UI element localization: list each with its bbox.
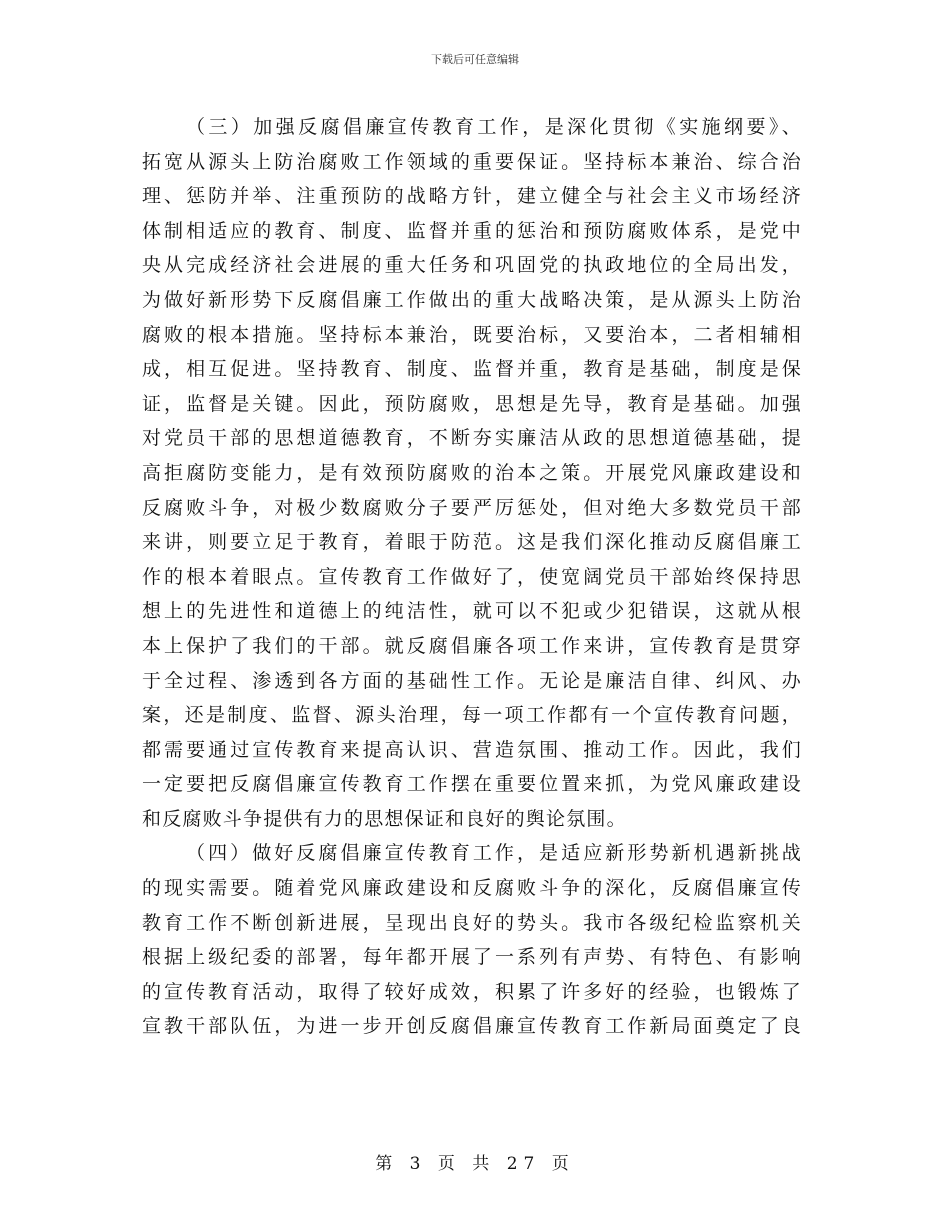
text-line: 腐败的根本措施。坚持标本兼治，既要治标，又要治本，二者相辅相 (142, 323, 802, 346)
text-line: 一定要把反腐倡廉宣传教育工作摆在重要位置来抓，为党风廉政建设 (142, 773, 802, 796)
text-line: （四）做好反腐倡廉宣传教育工作，是适应新形势新机遇新挑战 (186, 842, 802, 865)
text-line: 本上保护了我们的干部。就反腐倡廉各项工作来讲，宣传教育是贯穿 (142, 634, 802, 657)
text-line: 根据上级纪委的部署，每年都开展了一系列有声势、有特色、有影响 (142, 946, 802, 969)
text-line: 的宣传教育活动，取得了较好成效，积累了许多好的经验，也锻炼了 (142, 980, 802, 1003)
text-line: 教育工作不断创新进展，呈现出良好的势头。我市各级纪检监察机关 (142, 911, 802, 934)
text-line: 体制相适应的教育、制度、监督并重的惩治和预防腐败体系，是党中 (142, 219, 802, 242)
paragraph (142, 836, 802, 1044)
text-line: 和反腐败斗争提供有力的思想保证和良好的舆论氛围。 (142, 807, 627, 830)
text-line: 作的根本着眼点。宣传教育工作做好了，使宽阔党员干部始终保持思 (142, 565, 802, 588)
text-line: 于全过程、渗透到各方面的基础性工作。无论是廉洁自律、纠风、办 (142, 669, 802, 692)
text-line: 理、惩防并举、注重预防的战略方针，建立健全与社会主义市场经济 (142, 185, 802, 208)
text-line: 高拒腐防变能力，是有效预防腐败的治本之策。开展党风廉政建设和 (142, 461, 802, 484)
text-line: （三）加强反腐倡廉宣传教育工作，是深化贯彻《实施纲要》、 (186, 116, 802, 138)
text-line: 反腐败斗争，对极少数腐败分子要严厉惩处，但对绝大多数党员干部 (142, 496, 802, 519)
text-line: 成，相互促进。坚持教育、制度、监督并重，教育是基础，制度是保 (142, 358, 802, 381)
text-line: 来讲，则要立足于教育，着眼于防范。这是我们深化推动反腐倡廉工 (142, 531, 802, 554)
page-header: 下载后可任意编辑 (431, 53, 519, 66)
text-line: 拓宽从源头上防治腐败工作领域的重要保证。坚持标本兼治、综合治 (142, 150, 802, 173)
text-line: 证，监督是关键。因此，预防腐败，思想是先导，教育是基础。加强 (142, 392, 802, 415)
page-number: 第 3 页 共 27 页 (375, 1154, 575, 1174)
text-line: 案，还是制度、监督、源头治理，每一项工作都有一个宣传教育问题， (142, 704, 802, 727)
document-body (142, 110, 802, 1044)
text-line: 对党员干部的思想道德教育，不断夯实廉洁从政的思想道德基础，提 (142, 427, 802, 450)
text-line: 宣教干部队伍，为进一步开创反腐倡廉宣传教育工作新局面奠定了良 (142, 1015, 802, 1038)
text-line: 央从完成经济社会进展的重大任务和巩固党的执政地位的全局出发， (142, 254, 802, 277)
paragraph (142, 110, 802, 836)
text-line: 的现实需要。随着党风廉政建设和反腐败斗争的深化，反腐倡廉宣传 (142, 877, 802, 900)
text-line: 想上的先进性和道德上的纯洁性，就可以不犯或少犯错误，这就从根 (142, 600, 802, 623)
text-line: 都需要通过宣传教育来提高认识、营造氛围、推动工作。因此，我们 (142, 738, 802, 761)
text-line: 为做好新形势下反腐倡廉工作做出的重大战略决策，是从源头上防治 (142, 288, 802, 311)
